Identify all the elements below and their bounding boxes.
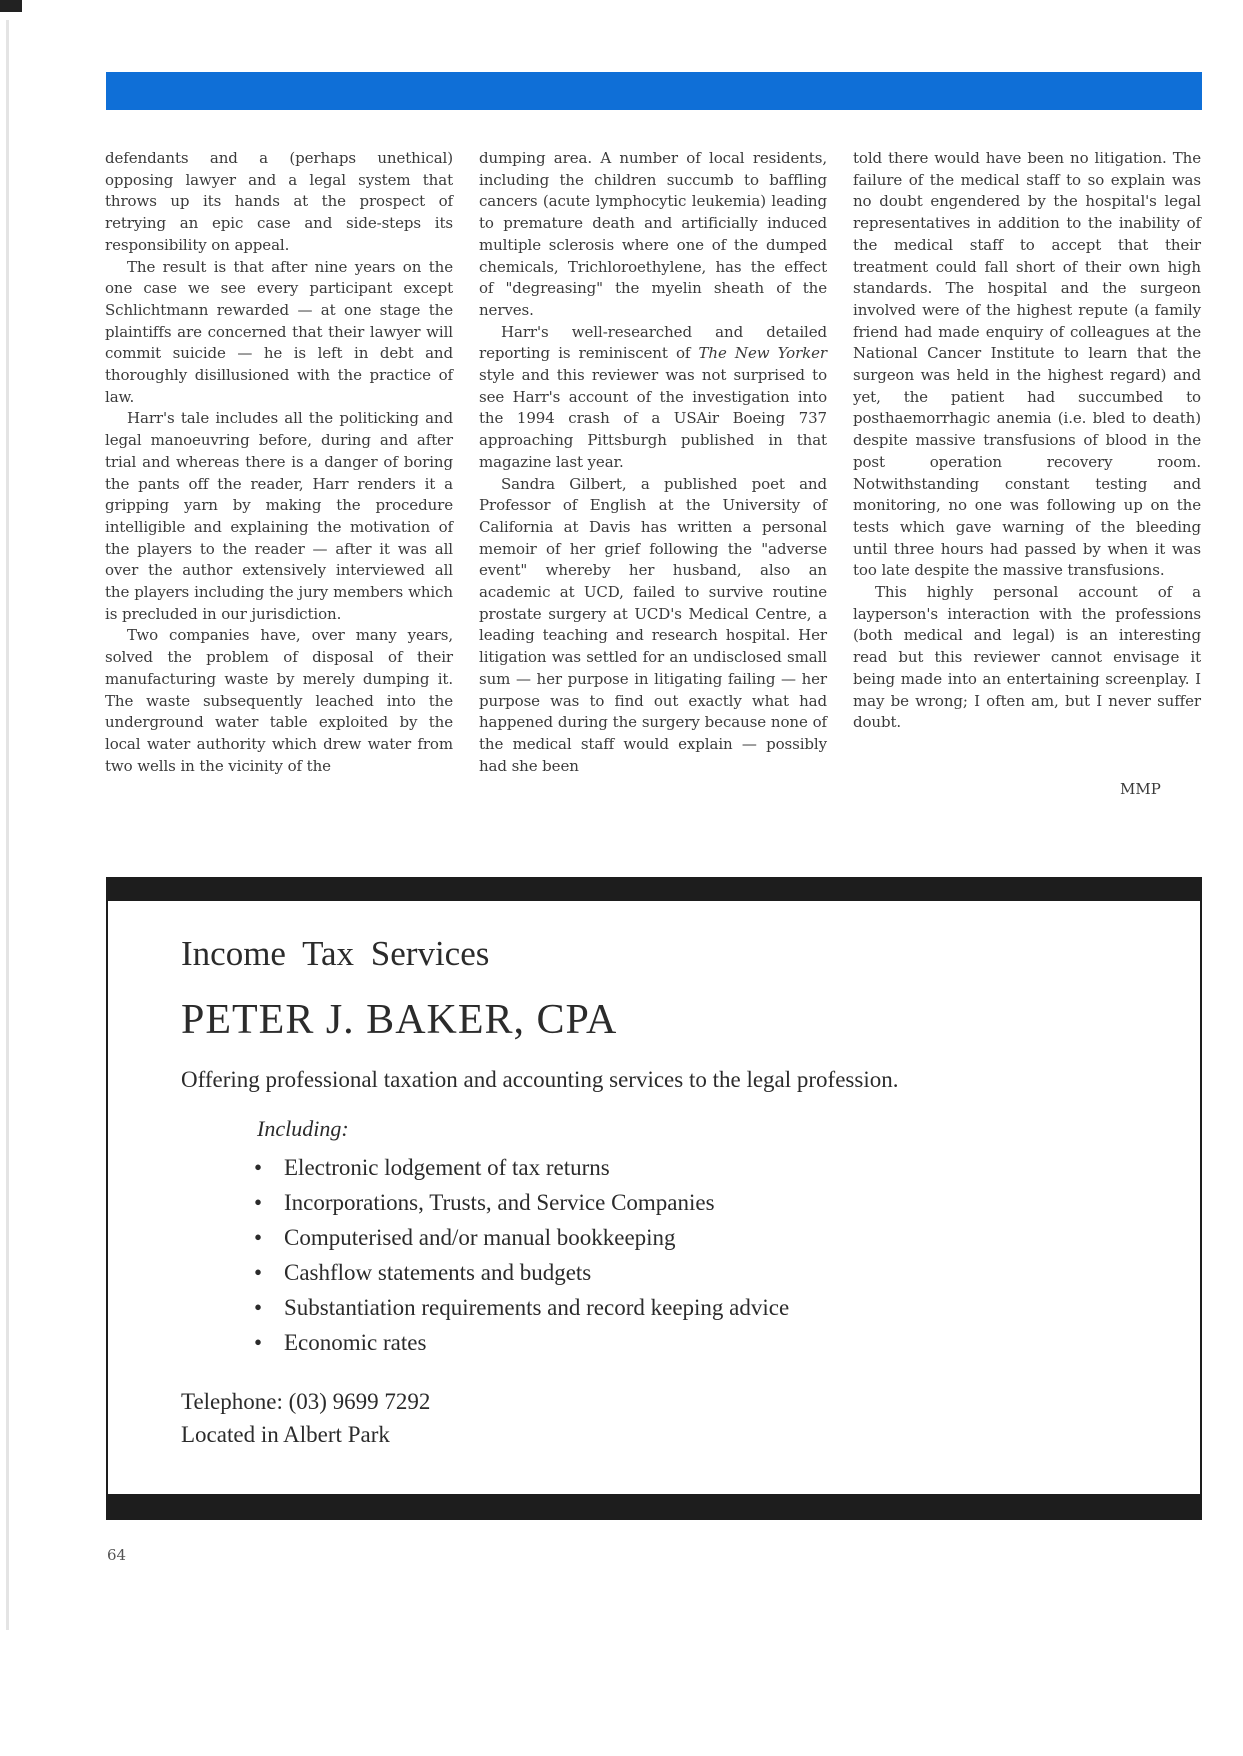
ad-company-name: PETER J. BAKER, CPA (181, 997, 618, 1043)
column2-paragraph: dumping area. A number of local residents, including the children succumb to baffling cancers (acute lymphocytic leukemia) leading to premature death and artificially induced multiple sclerosis where one of the dumped chemicals, Trichloroethylene, has the effect of "degreasing" the myelin sheath of the nerves. (479, 149, 827, 319)
scan-margin-line (6, 20, 9, 1630)
column1-paragraph: Two companies have, over many years, solved the problem of disposal of their manufacturing waste by merely dumping it. The waste subsequently leached into the underground water table exploited by the local water authority which drew water from two wells in the vicinity of the (105, 626, 453, 775)
service-item (254, 1255, 789, 1290)
column2-text: style and this reviewer was not surprised to see Harr's account of the investigation into the 1994 crash of a USAir Boeing 737 approaching Pittsburgh published in that magazine last year. (479, 366, 827, 471)
service-label: Computerised and/or manual bookkeeping (284, 1225, 676, 1250)
ad-border-bottom (106, 1494, 1202, 1520)
ad-border-right (1200, 877, 1202, 1520)
service-item (254, 1325, 789, 1360)
ad-services-list (254, 1150, 789, 1360)
column2-paragraph (479, 322, 827, 474)
ad-border-left (106, 877, 108, 1520)
service-label: Electronic lodgement of tax returns (284, 1155, 610, 1180)
column1-paragraph: defendants and a (perhaps unethical) opposing lawyer and a legal system that throws up its hands at the prospect of retrying an epic case and side-steps its responsibility on appeal. (105, 149, 453, 254)
magazine-title: The New Yorker (698, 344, 827, 363)
ad-heading: Income Tax Services (181, 934, 490, 973)
service-item (254, 1185, 789, 1220)
service-label: Incorporations, Trusts, and Service Companies (284, 1190, 715, 1215)
column3-paragraph: This highly personal account of a layperson's interaction with the professions (both medical and legal) is an interesting read but this reviewer cannot envisage it being made into an entertaining screenplay. I may be wrong; I often am, but I never suffer doubt. (853, 583, 1201, 732)
ad-location: Located in Albert Park (181, 1422, 390, 1447)
page-number: 64 (107, 1546, 127, 1564)
ad-telephone: Telephone: (03) 9699 7292 (181, 1389, 431, 1414)
article-column-2 (479, 148, 827, 777)
column1-paragraph: The result is that after nine years on the one case we see every participant except Schlichtmann rewarded — at one stage the plaintiffs are concerned that their lawyer will commit suicide — he is left in debt and thoroughly disillusioned with the practice of law. (105, 257, 453, 406)
service-label: Economic rates (284, 1330, 427, 1355)
header-banner (106, 72, 1202, 110)
bullet-icon: • (254, 1190, 263, 1215)
article-column-1 (105, 148, 453, 777)
bullet-icon: • (254, 1260, 263, 1285)
column2-text: Harr's well-researched and detailed reporting is reminiscent of (479, 322, 827, 363)
ad-offer-text: Offering professional taxation and accounting services to the legal profession. (181, 1067, 899, 1092)
service-item (254, 1220, 789, 1255)
article-column-3 (853, 148, 1201, 734)
bullet-icon: • (254, 1330, 263, 1355)
column3-paragraph: told there would have been no litigation. The failure of the medical staff to so explain was no doubt engendered by the hospital's legal representatives in addition to the inability of the medical staff to accept that their treatment could fall short of their own high standards. The hospital and the surgeon involved were of the highest repute (a family friend had made enquiry of colleagues at the National Cancer Institute to learn that the surgeon was held in the highest regard) and yet, the patient had succumbed to posthaemorrhagic anemia (i.e. bled to death) despite massive transfusions of blood in the post operation recovery room. Notwithstanding constant testing and monitoring, no one was following up on the tests which gave warning of the bleeding until three hours had passed by when it was too late despite the massive transfusions. (853, 149, 1201, 580)
scan-margin-mark (0, 0, 22, 12)
service-item (254, 1150, 789, 1185)
service-item (254, 1290, 789, 1325)
ad-border-top (106, 877, 1202, 901)
ad-including-label: Including: (257, 1116, 349, 1141)
bullet-icon: • (254, 1295, 263, 1320)
service-label: Substantiation requirements and record keeping advice (284, 1295, 790, 1320)
bullet-icon: • (254, 1225, 263, 1250)
author-signature: MMP (1120, 780, 1161, 798)
column1-paragraph: Harr's tale includes all the politicking and legal manoeuvring before, during and after trial and whereas there is a danger of boring the pants off the reader, Harr renders it a gripping yarn by making the procedure intelligible and explaining the motivation of the players to the reader — after it was all over the author extensively interviewed all the players including the jury members which is precluded in our jurisdiction. (105, 409, 453, 623)
service-label: Cashflow statements and budgets (284, 1260, 592, 1285)
column2-paragraph: Sandra Gilbert, a published poet and Professor of English at the University of California at Davis has written a personal memoir of her grief following the "adverse event" whereby her husband, also an academic at UCD, failed to survive routine prostate surgery at UCD's Medical Centre, a leading teaching and research hospital. Her litigation was settled for an undisclosed small sum — her purpose in litigating failing — her purpose was to find out exactly what had happened during the surgery because none of the medical staff would explain — possibly had she been (479, 474, 827, 775)
bullet-icon: • (254, 1155, 263, 1180)
